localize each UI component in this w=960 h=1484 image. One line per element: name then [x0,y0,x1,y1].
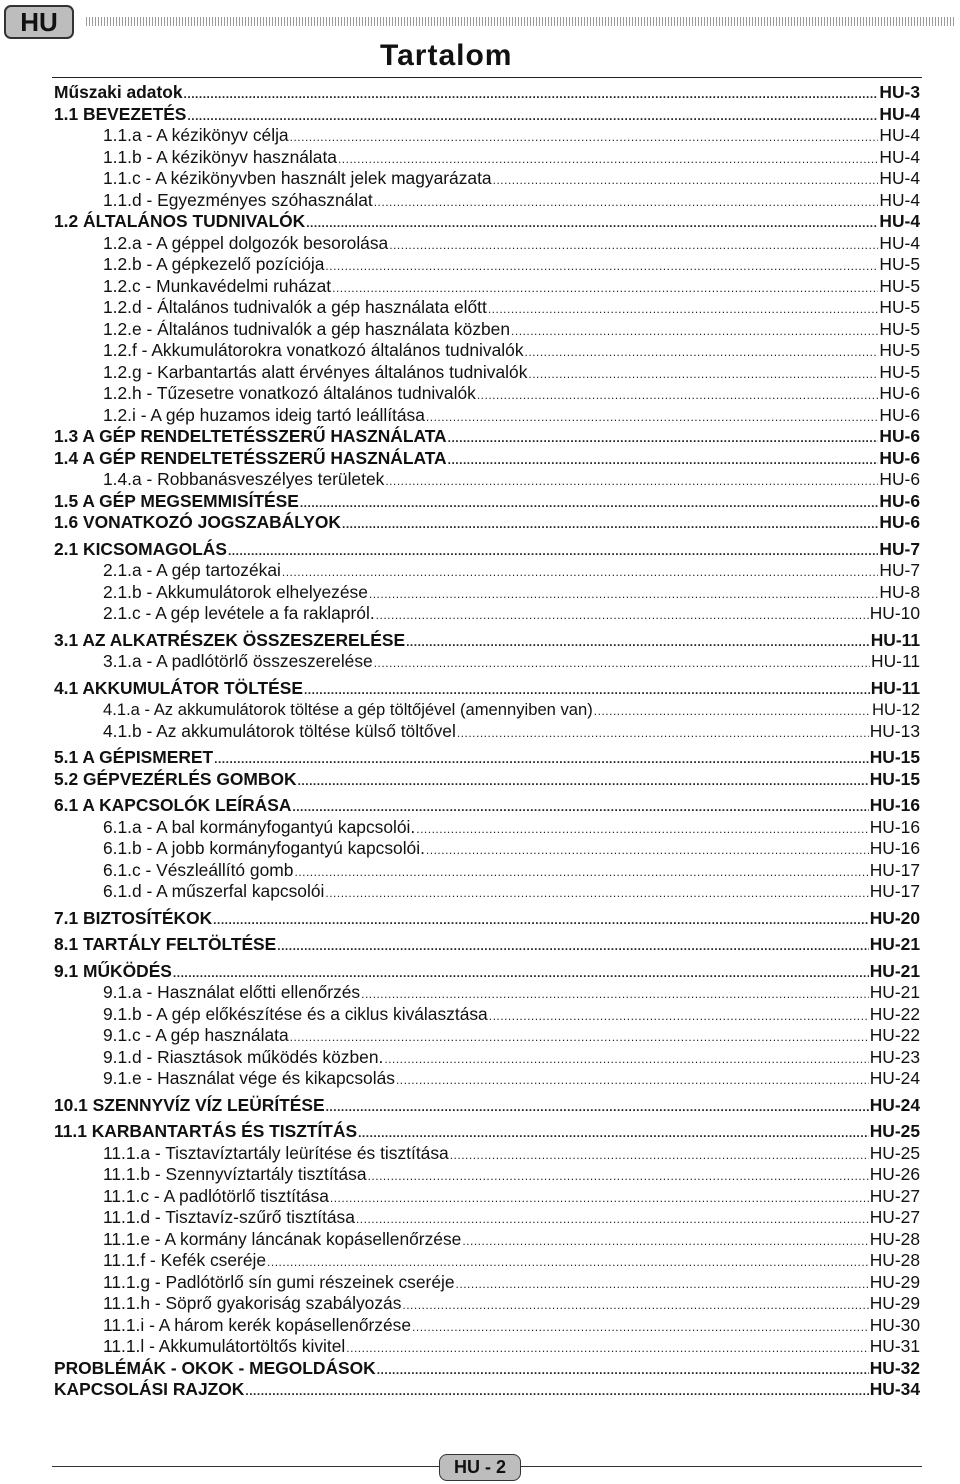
toc-dot-leader [290,127,879,149]
toc-page-number: HU-4 [879,189,920,210]
toc-dot-leader [277,936,868,958]
toc-page-number: HU-5 [879,297,920,317]
toc-subsection-entry[interactable] [54,560,920,582]
toc-subsection-entry[interactable] [54,125,920,147]
toc-entry-label: 1.1.b - A kézikönyv használata [103,146,337,167]
toc-dot-leader [282,562,879,584]
toc-section-entry[interactable] [54,1379,920,1401]
toc-entry-label: 1.2.i - A gép huzamos ideig tartó leállítása [103,404,425,425]
toc-subsection-entry[interactable] [54,405,920,427]
toc-entry-label: 2.1.b - Akkumulátorok elhelyezése [103,581,368,602]
toc-dot-leader [361,984,869,1006]
toc-entry-label: 1.2.h - Tűzesetre vonatkozó általános tudnivalók [103,383,476,403]
toc-page-number: HU-17 [869,881,920,901]
toc-page-number: HU-25 [869,1121,920,1141]
toc-subsection-entry[interactable] [54,1207,920,1229]
toc-entry-label: 10.1 SZENNYVÍZ VÍZ LEÜRÍTÉSE [54,1094,325,1115]
toc-subsection-entry[interactable] [54,254,920,276]
toc-entry-label: 2.1 KICSOMAGOLÁS [54,538,227,559]
toc-entry-label: 11.1.g - Padlótörlő sín gumi részeinek cseréje [103,1271,455,1292]
toc-entry-label: 9.1.b - A gép előkészítése és a ciklus kiválasztása [103,1003,488,1024]
toc-page-number: HU-4 [879,125,920,145]
toc-page-number: HU-27 [869,1185,920,1206]
toc-entry-label: 7.1 BIZTOSÍTÉKOK [54,907,213,928]
toc-subsection-entry[interactable] [54,838,920,860]
toc-entry-label: 9.1.d - Riasztások működés közben. [103,1046,384,1067]
toc-entry-label: 3.1 AZ ALKATRÉSZEK ÖSSZESZERELÉSE [54,629,406,650]
toc-subsection-entry[interactable] [54,982,920,1004]
toc-subsection-entry[interactable] [54,1025,920,1047]
toc-page-number: HU-31 [869,1336,920,1356]
toc-entry-label: 6.1.d - A műszerfal kapcsolói [103,881,325,901]
toc-dot-leader [325,256,878,278]
toc-subsection-entry[interactable] [54,383,920,405]
toc-page-number: HU-6 [879,383,920,403]
toc-page-number: HU-21 [869,960,920,981]
toc-entry-label: 6.1.a - A bal kormányfogantyú kapcsolói. [103,816,416,837]
toc-entry-label: 9.1.c - A gép használata [103,1025,289,1045]
toc-subsection-entry[interactable] [54,721,920,743]
toc-page-number: HU-6 [879,426,920,446]
toc-page-number: HU-5 [879,318,920,339]
toc-dot-leader [306,213,878,235]
toc-subsection-entry[interactable] [54,1315,920,1337]
toc-section-entry[interactable] [54,678,920,700]
toc-dot-leader [330,1188,869,1210]
toc-subsection-entry[interactable] [54,1293,920,1315]
toc-entry-label: 9.1 MŰKÖDÉS [54,960,172,981]
toc-subsection-entry[interactable] [54,582,920,604]
toc-page-number: HU-6 [879,490,920,511]
toc-entry-label: 2.1.a - A gép tartozékai [103,560,281,580]
toc-subsection-entry[interactable] [54,1336,920,1358]
toc-page-number: HU-4 [879,103,920,124]
toc-page-number: HU-21 [869,982,920,1002]
toc-dot-leader [511,321,878,343]
toc-entry-label: 1.1.c - A kézikönyvben használt jelek magyarázata [103,168,492,188]
toc-page-number: HU-10 [869,603,920,623]
toc-dot-leader [477,385,879,407]
toc-entry-label: 11.1.d - Tisztavíz-szűrő tisztítása [103,1207,355,1227]
toc-dot-leader [368,1166,869,1188]
toc-entry-label: Műszaki adatok [54,82,183,102]
toc-entry-label: 2.1.c - A gép levétele a fa raklapról. [103,603,375,623]
toc-dot-leader [173,963,869,985]
toc-entry-label: 6.1.c - Vészleállító gomb [103,859,294,880]
toc-section-entry[interactable] [54,211,920,233]
toc-dot-leader [389,235,878,257]
toc-dot-leader [369,584,879,606]
toc-page-number: HU-21 [869,934,920,954]
toc-page-number: HU-28 [869,1228,920,1249]
toc-dot-leader [406,632,870,654]
toc-entry-label: 1.4.a - Robbanásveszélyes területek [103,469,385,489]
toc-dot-leader [338,149,878,171]
toc-dot-leader [488,299,879,321]
toc-entry-label: 1.2.b - A gépkezelő pozíciója [103,254,325,274]
toc-section-entry[interactable] [54,1121,920,1143]
toc-page-number: HU-29 [869,1271,920,1292]
toc-page-number: HU-4 [879,232,920,253]
toc-dot-leader [326,1097,869,1119]
toc-page-number: HU-20 [869,907,920,928]
toc-dot-leader [228,541,878,563]
toc-dot-leader [396,1070,869,1092]
toc-section-entry[interactable] [54,630,920,652]
toc-page-number: HU-28 [869,1250,920,1270]
toc-dot-leader [346,1338,868,1360]
toc-page-number: HU-15 [869,747,920,767]
toc-page-number: HU-25 [869,1142,920,1163]
toc-dot-leader [384,1049,868,1071]
toc-section-entry[interactable] [54,1358,920,1380]
toc-dot-leader [426,840,869,862]
toc-dot-leader [292,797,868,819]
toc-entry-label: 5.2 GÉPVEZÉRLÉS GOMBOK [54,768,297,789]
toc-page-number: HU-24 [869,1094,920,1115]
toc-subsection-entry[interactable] [54,1186,920,1208]
toc-entry-label: 1.2 ÁLTALÁNOS TUDNIVALÓK [54,211,306,231]
toc-dot-leader [298,771,869,793]
toc-entry-label: 11.1.h - Söprő gyakoriság szabályozás [103,1293,402,1313]
toc-page-number: HU-22 [869,1025,920,1045]
toc-page-number: HU-5 [879,275,920,296]
toc-dot-leader [300,493,879,515]
toc-dot-leader [493,170,879,192]
toc-entry-label: 6.1.b - A jobb kormányfogantyú kapcsolói. [103,838,425,858]
title-divider [52,77,922,78]
toc-entry-label: 1.1.a - A kézikönyv célja [103,125,289,145]
toc-dot-leader [448,450,879,472]
toc-entry-label: 1.2.a - A géppel dolgozók besorolása [103,232,389,253]
toc-page-number: HU-13 [869,720,920,741]
toc-entry-label: 1.1.d - Egyezményes szóhasználat [103,189,373,210]
toc-page-number: HU-11 [870,629,920,650]
toc-page-number: HU-4 [879,146,920,167]
toc-page-number: HU-16 [869,838,920,858]
toc-dot-leader [528,364,878,386]
toc-entry-label: 3.1.a - A padlótörlő összeszerelése [103,651,373,671]
toc-dot-leader [245,1381,868,1403]
toc-section-entry[interactable] [54,491,920,513]
toc-section-entry[interactable] [54,82,920,104]
toc-entry-label: 9.1.e - Használat vége és kikapcsolás [103,1068,395,1088]
toc-subsection-entry[interactable] [54,651,920,673]
toc-entry-label: 11.1.i - A három kerék kopásellenőrzése [103,1314,412,1335]
toc-page-number: HU-6 [879,447,920,468]
toc-entry-label: 1.4 A GÉP RENDELTETÉSSZERŰ HASZNÁLATA [54,447,447,468]
toc-page-number: HU-4 [879,168,920,188]
toc-dot-leader [594,701,871,723]
toc-dot-leader [426,407,878,429]
toc-subsection-entry[interactable] [54,699,920,721]
toc-dot-leader [374,192,879,214]
toc-subsection-entry[interactable] [54,1229,920,1251]
toc-dot-leader [184,84,879,106]
toc-page-number: HU-26 [869,1164,920,1184]
toc-dot-leader [294,862,868,884]
toc-dot-leader [402,1295,868,1317]
toc-subsection-entry[interactable] [54,319,920,341]
toc-page-number: HU-8 [879,581,920,602]
toc-page-number: HU-30 [869,1314,920,1335]
toc-dot-leader [214,749,869,771]
toc-subsection-entry[interactable] [54,1164,920,1186]
toc-subsection-entry[interactable] [54,1047,920,1069]
toc-section-entry[interactable] [54,747,920,769]
toc-entry-label: 1.2.g - Karbantartás alatt érvényes általános tudnivalók [103,361,528,382]
toc-section-entry[interactable] [54,795,920,817]
toc-dot-leader [457,723,869,745]
page-number-badge: HU - 2 [439,1454,521,1481]
toc-page-number: HU-34 [869,1379,920,1399]
toc-subsection-entry[interactable] [54,1250,920,1272]
toc-entry-label: 1.5 A GÉP MEGSEMMISÍTÉSE [54,490,299,511]
toc-page-number: HU-24 [869,1068,920,1088]
toc-page-number: HU-6 [879,512,920,532]
toc-page-number: HU-16 [869,816,920,837]
language-badge: HU [4,5,74,39]
toc-entry-label: PROBLÉMÁK - OKOK - MEGOLDÁSOK [54,1357,376,1378]
toc-section-entry[interactable] [54,1095,920,1117]
toc-page-number: HU-4 [879,211,920,231]
toc-dot-leader [213,910,869,932]
toc-subsection-entry[interactable] [54,147,920,169]
toc-entry-label: 11.1.a - Tisztavíztartály leürítése és tisztítása [103,1142,449,1163]
toc-entry-label: KAPCSOLÁSI RAJZOK [54,1379,245,1399]
toc-subsection-entry[interactable] [54,603,920,625]
toc-entry-label: 1.1 BEVEZETÉS [54,103,187,124]
toc-dot-leader [450,1145,869,1167]
toc-dot-leader [448,428,879,450]
toc-subsection-entry[interactable] [54,469,920,491]
toc-page-number: HU-3 [879,82,920,102]
toc-subsection-entry[interactable] [54,860,920,882]
toc-dot-leader [525,342,879,364]
toc-entry-label: 1.6 VONATKOZÓ JOGSZABÁLYOK [54,512,341,532]
toc-entry-label: 1.2.e - Általános tudnivalók a gép használata közben [103,318,511,339]
toc-section-entry[interactable] [54,934,920,956]
toc-dot-leader [290,1027,869,1049]
toc-dot-leader [374,653,870,675]
toc-section-entry[interactable] [54,426,920,448]
toc-page-number: HU-5 [879,254,920,274]
toc-entry-label: 11.1 KARBANTARTÁS ÉS TISZTÍTÁS [54,1121,358,1141]
toc-page-number: HU-6 [879,469,920,489]
toc-section-entry[interactable] [54,448,920,470]
toc-dot-leader [187,106,878,128]
table-of-contents [54,82,920,1401]
page-title: Tartalom [380,39,513,72]
toc-page-number: HU-11 [870,677,920,698]
toc-page-number: HU-5 [879,361,920,382]
toc-section-entry[interactable] [54,539,920,561]
toc-dot-leader [462,1231,868,1253]
toc-subsection-entry[interactable] [54,817,920,839]
toc-subsection-entry[interactable] [54,190,920,212]
toc-entry-label: 1.3 A GÉP RENDELTETÉSSZERŰ HASZNÁLATA [54,426,447,446]
toc-page-number: HU-17 [869,859,920,880]
toc-page-number: HU-15 [869,768,920,789]
toc-page-number: HU-29 [869,1293,920,1313]
toc-entry-label: 8.1 TARTÁLY FELTÖLTÉSE [54,934,277,954]
toc-dot-leader [416,819,868,841]
toc-page-number: HU-23 [869,1046,920,1067]
toc-dot-leader [356,1209,869,1231]
toc-page-number: HU-22 [869,1003,920,1024]
toc-dot-leader [332,278,878,300]
toc-dot-leader [267,1252,869,1274]
toc-subsection-entry[interactable] [54,1068,920,1090]
toc-section-entry[interactable] [54,961,920,983]
toc-entry-label: 4.1 AKKUMULÁTOR TÖLTÉSE [54,677,303,698]
toc-page-number: HU-11 [871,651,920,671]
toc-dot-leader [412,1317,869,1339]
toc-entry-label: 11.1.l - Akkumulátortöltős kivitel [103,1336,346,1356]
toc-entry-label: 1.2.d - Általános tudnivalók a gép használata előtt [103,297,487,317]
toc-page-number: HU-7 [879,560,920,580]
toc-subsection-entry[interactable] [54,340,920,362]
toc-subsection-entry[interactable] [54,881,920,903]
toc-entry-label: 11.1.c - A padlótörlő tisztítása [103,1185,329,1206]
toc-subsection-entry[interactable] [54,1272,920,1294]
toc-dot-leader [325,883,868,905]
toc-dot-leader [376,605,869,627]
toc-entry-label: 5.1 A GÉPISMERET [54,747,214,767]
toc-section-entry[interactable] [54,512,920,534]
toc-subsection-entry[interactable] [54,1143,920,1165]
toc-section-entry[interactable] [54,908,920,930]
toc-entry-label: 11.1.e - A kormány láncának kopásellenőrzése [103,1228,462,1249]
toc-dot-leader [377,1360,869,1382]
toc-page-number: HU-5 [879,340,920,360]
toc-dot-leader [385,471,878,493]
toc-subsection-entry[interactable] [54,168,920,190]
toc-page-number: HU-32 [869,1357,920,1378]
toc-page-number: HU-16 [869,795,920,815]
toc-page-number: HU-7 [879,538,920,559]
toc-subsection-entry[interactable] [54,297,920,319]
toc-entry-label: 4.1.b - Az akkumulátorok töltése külső töltővel [103,720,456,741]
toc-subsection-entry[interactable] [54,233,920,255]
toc-dot-leader [489,1006,869,1028]
toc-dot-leader [358,1123,869,1145]
toc-dot-leader [342,514,878,536]
toc-subsection-entry[interactable] [54,362,920,384]
toc-section-entry[interactable] [54,769,920,791]
toc-dot-leader [456,1274,869,1296]
toc-entry-label: 11.1.f - Kefék cseréje [103,1250,267,1270]
toc-dot-leader [304,680,870,702]
toc-entry-label: 11.1.b - Szennyvíztartály tisztítása [103,1164,367,1184]
toc-entry-label: 1.2.f - Akkumulátorokra vonatkozó általános tudnivalók [103,340,524,360]
toc-subsection-entry[interactable] [54,276,920,298]
toc-entry-label: 6.1 A KAPCSOLÓK LEÍRÁSA [54,795,292,815]
toc-entry-label: 4.1.a - Az akkumulátorok töltése a gép töltőjével (amennyiben van) [103,700,593,719]
toc-page-number: HU-27 [869,1207,920,1227]
toc-entry-label: 1.2.c - Munkavédelmi ruházat [103,275,332,296]
toc-entry-label: 9.1.a - Használat előtti ellenőrzés [103,982,361,1002]
toc-page-number: HU-6 [879,404,920,425]
toc-section-entry[interactable] [54,104,920,126]
toc-page-number: HU-12 [872,700,920,719]
header-stripe [86,17,954,26]
toc-subsection-entry[interactable] [54,1004,920,1026]
